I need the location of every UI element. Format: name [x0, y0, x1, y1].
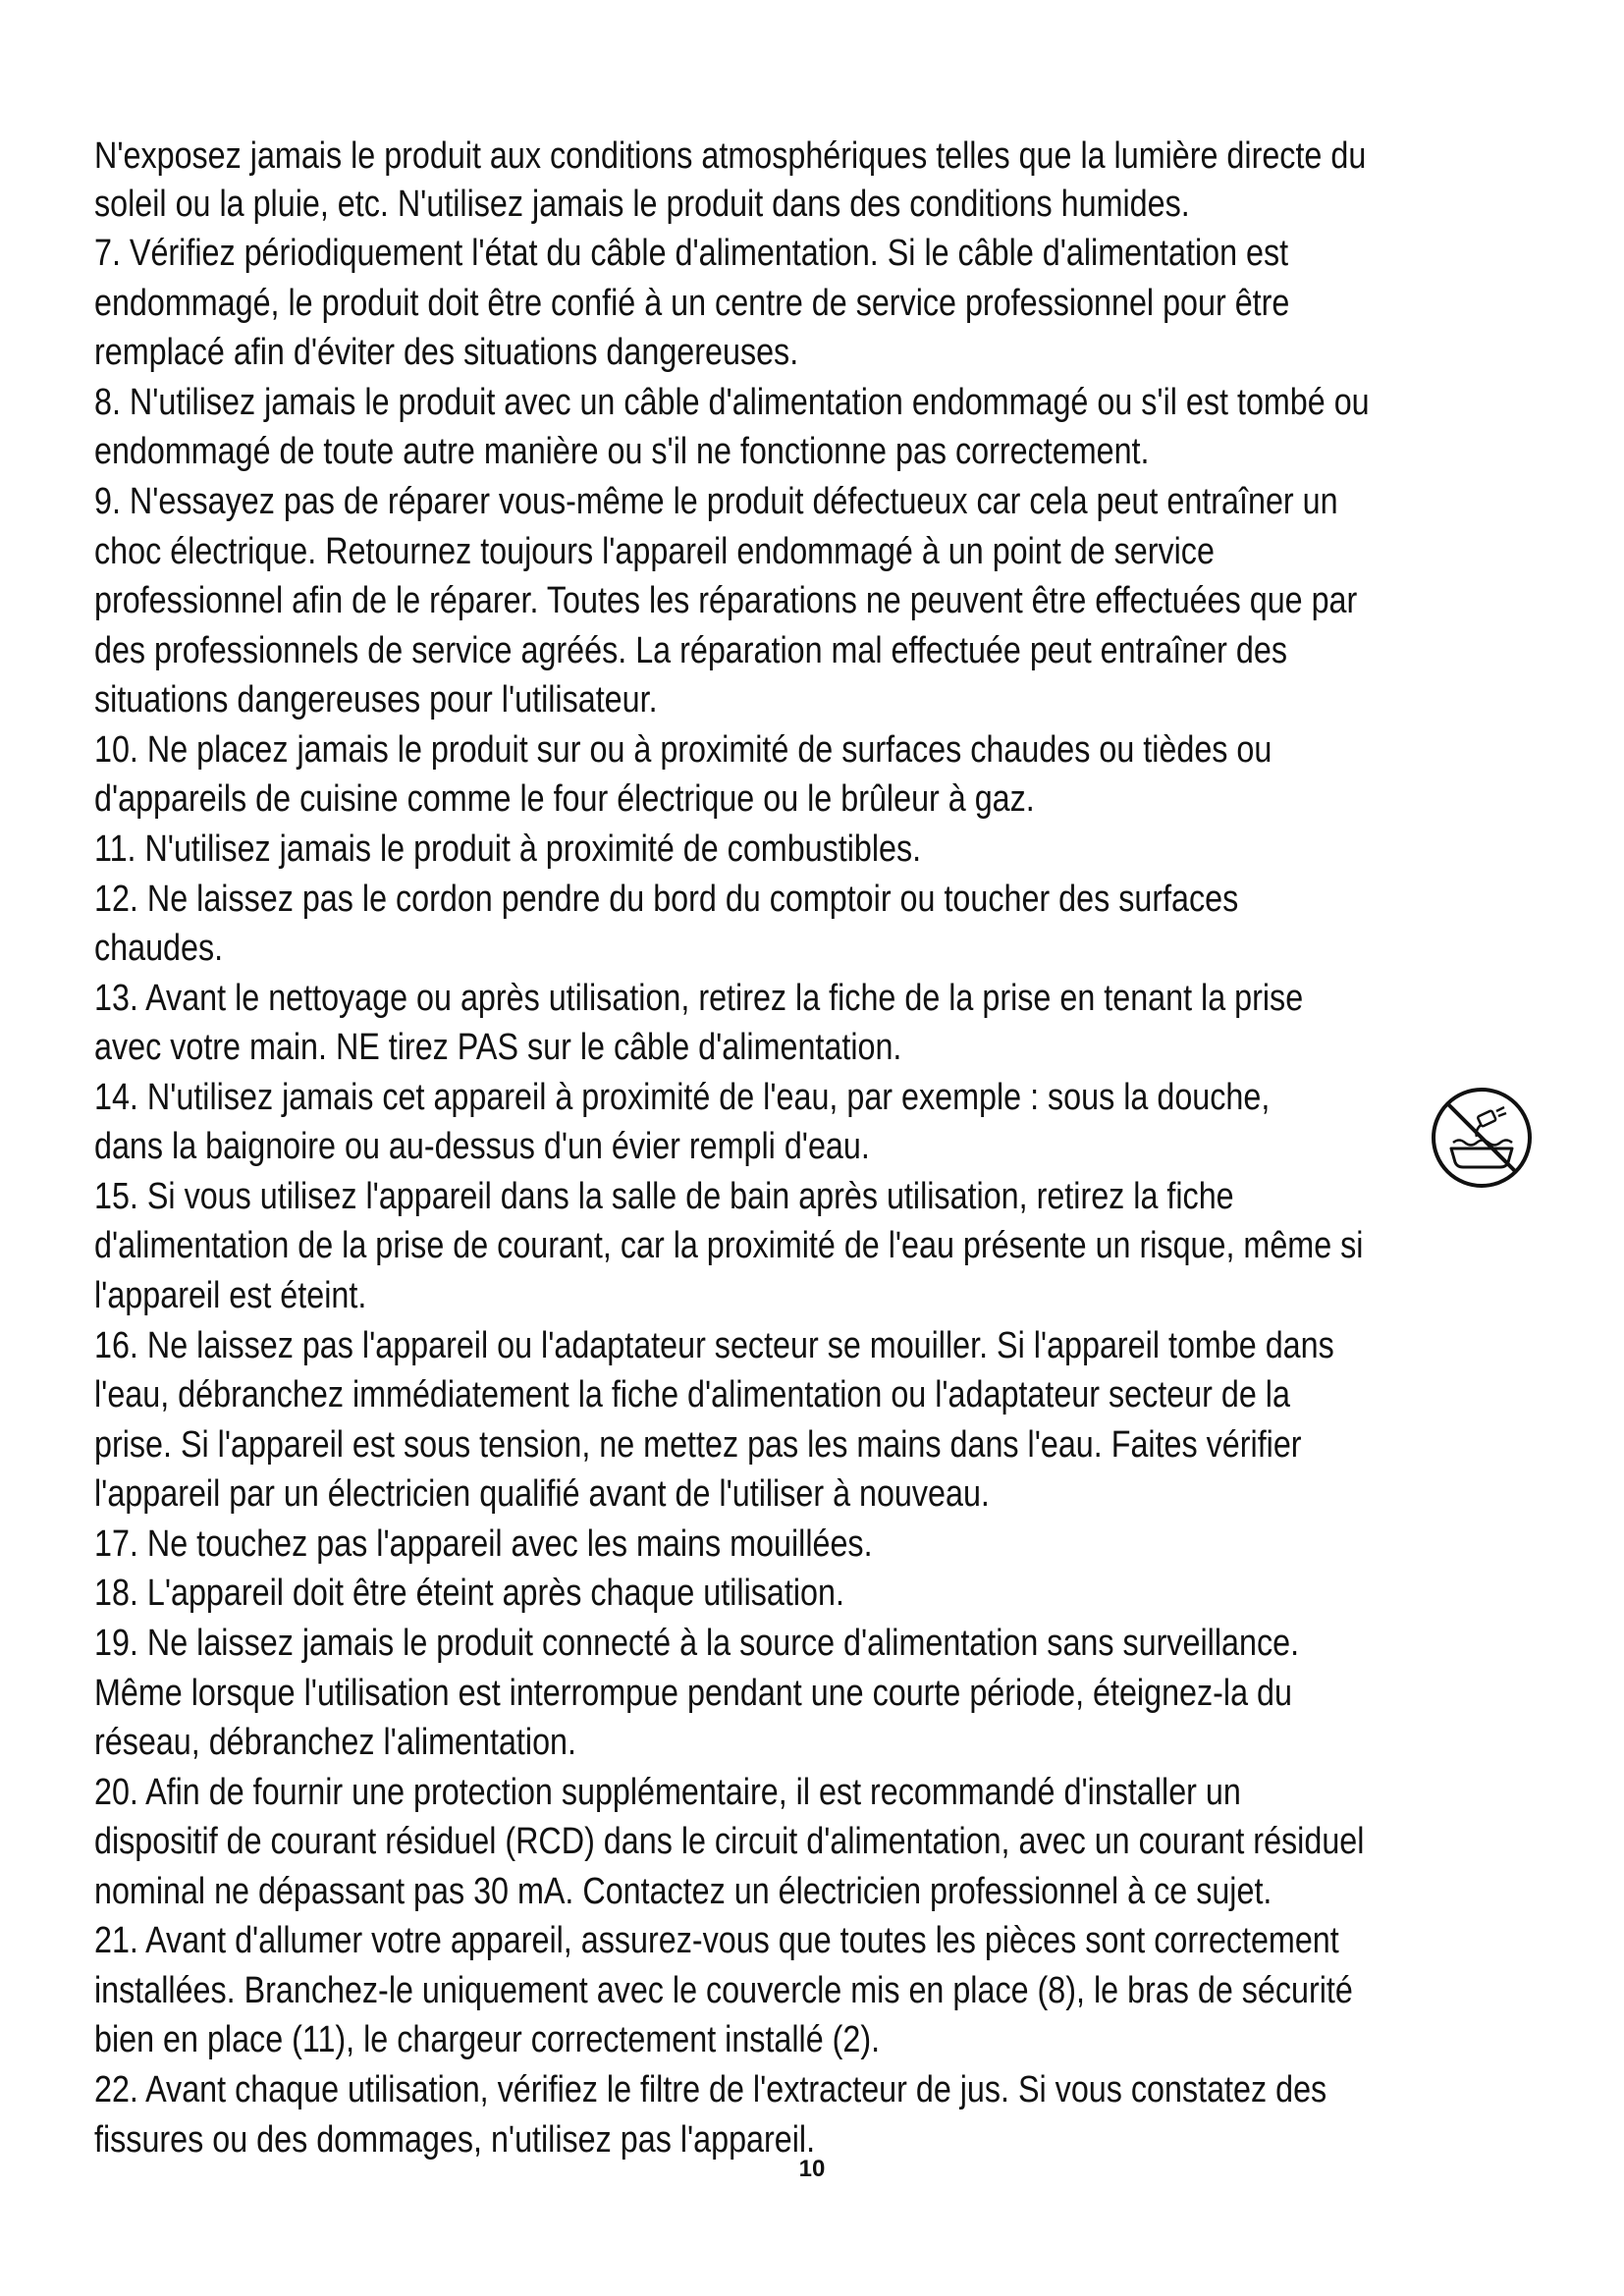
text-line: 8. N'utilisez jamais le produit avec un câble d'alimentation endommagé ou s'il est tombé ou [94, 382, 1370, 423]
text-line: 14. N'utilisez jamais cet appareil à proximité de l'eau, par exemple : sous la douche, [94, 1077, 1271, 1118]
text-line: 7. Vérifiez périodiquement l'état du câble d'alimentation. Si le câble d'alimentation est [94, 233, 1289, 274]
text-line: réseau, débranchez l'alimentation. [94, 1722, 576, 1763]
text-line: dans la baignoire ou au-dessus d'un évier rempli d'eau. [94, 1126, 870, 1167]
text-line: endommagé de toute autre manière ou s'il ne fonctionne pas correctement. [94, 431, 1150, 472]
text-line: 13. Avant le nettoyage ou après utilisation, retirez la fiche de la prise en tenant la prise [94, 978, 1304, 1019]
text-line: installées. Branchez-le uniquement avec le couvercle mis en place (8), le bras de sécurité [94, 1970, 1353, 2011]
text-line: prise. Si l'appareil est sous tension, ne mettez pas les mains dans l'eau. Faites vérifier [94, 1424, 1302, 1466]
text-line: 21. Avant d'allumer votre appareil, assurez-vous que toutes les pièces sont correctement [94, 1920, 1339, 1961]
no-water-near-bath-icon [1428, 1084, 1536, 1192]
text-line: des professionnels de service agréés. La réparation mal effectuée peut entraîner des [94, 630, 1287, 671]
text-line: 11. N'utilisez jamais le produit à proximité de combustibles. [94, 828, 922, 870]
text-line: avec votre main. NE tirez PAS sur le câble d'alimentation. [94, 1027, 902, 1068]
text-line: soleil ou la pluie, etc. N'utilisez jamais le produit dans des conditions humides. [94, 184, 1190, 225]
text-line: 16. Ne laissez pas l'appareil ou l'adaptateur secteur se mouiller. Si l'appareil tombe dans [94, 1325, 1334, 1366]
text-line: l'appareil par un électricien qualifié avant de l'utiliser à nouveau. [94, 1473, 990, 1515]
text-line: nominal ne dépassant pas 30 mA. Contactez un électricien professionnel à ce sujet. [94, 1871, 1272, 1912]
text-line: l'appareil est éteint. [94, 1275, 367, 1316]
text-line: 20. Afin de fournir une protection supplémentaire, il est recommandé d'installer un [94, 1772, 1241, 1813]
text-line: professionnel afin de le réparer. Toutes les réparations ne peuvent être effectuées que par [94, 580, 1358, 621]
text-line: N'exposez jamais le produit aux conditions atmosphériques telles que la lumière directe du [94, 135, 1367, 177]
text-line: fissures ou des dommages, n'utilisez pas l'appareil. [94, 2119, 816, 2161]
text-line: 17. Ne touchez pas l'appareil avec les mains mouillées. [94, 1523, 873, 1565]
text-line: situations dangereuses pour l'utilisateur. [94, 679, 658, 721]
text-line: 22. Avant chaque utilisation, vérifiez le filtre de l'extracteur de jus. Si vous constatez des [94, 2069, 1327, 2110]
text-line: chaudes. [94, 928, 224, 969]
text-line: 19. Ne laissez jamais le produit connecté à la source d'alimentation sans surveillance. [94, 1623, 1300, 1664]
text-line: dispositif de courant résiduel (RCD) dans le circuit d'alimentation, avec un courant résiduel [94, 1821, 1365, 1862]
text-line: remplacé afin d'éviter des situations dangereuses. [94, 332, 799, 373]
text-line: 12. Ne laissez pas le cordon pendre du bord du comptoir ou toucher des surfaces [94, 879, 1239, 920]
text-line: 18. L'appareil doit être éteint après chaque utilisation. [94, 1573, 844, 1614]
text-line: Même lorsque l'utilisation est interrompue pendant une courte période, éteignez-la du [94, 1673, 1292, 1714]
text-line: l'eau, débranchez immédiatement la fiche d'alimentation ou l'adaptateur secteur de la [94, 1374, 1290, 1415]
text-line: d'alimentation de la prise de courant, car la proximité de l'eau présente un risque, même si [94, 1225, 1364, 1266]
text-line: 15. Si vous utilisez l'appareil dans la salle de bain après utilisation, retirez la fiche [94, 1176, 1234, 1217]
text-line: endommagé, le produit doit être confié à un centre de service professionnel pour être [94, 283, 1290, 324]
text-line: 10. Ne placez jamais le produit sur ou à proximité de surfaces chaudes ou tièdes ou [94, 729, 1272, 771]
page-number: 10 [798, 2156, 826, 2182]
text-line: bien en place (11), le chargeur correctement installé (2). [94, 2019, 881, 2060]
text-line: 9. N'essayez pas de réparer vous-même le produit défectueux car cela peut entraîner un [94, 481, 1338, 522]
text-line: choc électrique. Retournez toujours l'appareil endommagé à un point de service [94, 531, 1215, 572]
text-line: d'appareils de cuisine comme le four électrique ou le brûleur à gaz. [94, 778, 1035, 820]
